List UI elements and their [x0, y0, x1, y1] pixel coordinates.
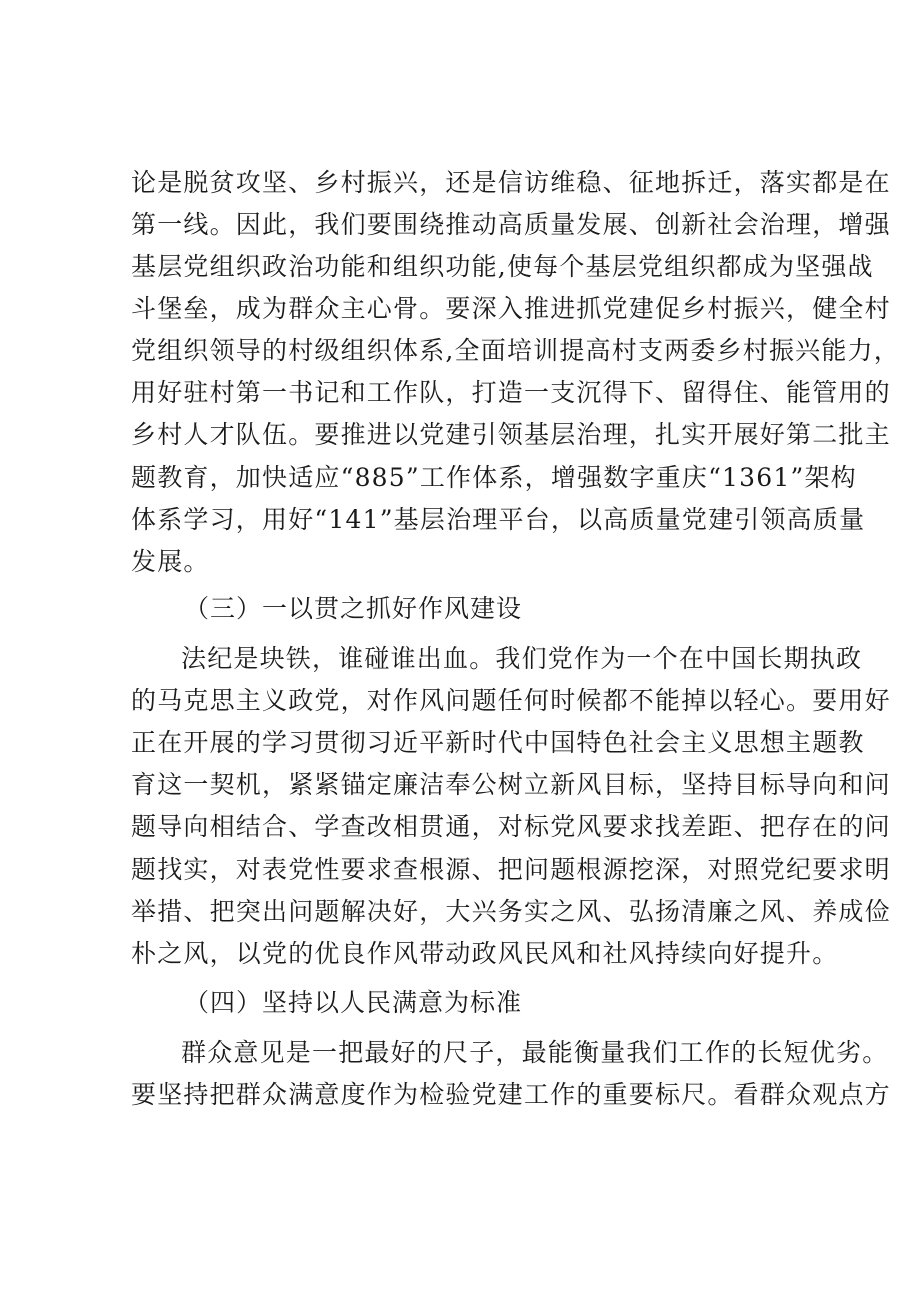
- paragraph-line: 党组织领导的村级组织体系,全面培训提高村支两委乡村振兴能力，: [131, 336, 900, 365]
- paragraph-line: 发展。: [131, 547, 210, 576]
- paragraph-line: 题教育，加快适应“885”工作体系，增强数字重庆“1361”架构: [131, 463, 857, 492]
- paragraph-line: 群众意见是一把最好的尺子，最能衡量我们工作的长短优劣。: [181, 1038, 889, 1067]
- paragraph-line: 要坚持把群众满意度作为检验党建工作的重要标尺。看群众观点方: [131, 1080, 891, 1109]
- paragraph-line: 法纪是块铁，谁碰谁出血。我们党作为一个在中国长期执政: [181, 644, 863, 673]
- section-heading: （四）坚持以人民满意为标准: [184, 988, 523, 1017]
- paragraph-line: 基层党组织政治功能和组织功能,使每个基层党组织都成为坚强战: [131, 252, 874, 281]
- paragraph-line: 用好驻村第一书记和工作队，打造一支沉得下、留得住、能管用的: [131, 378, 891, 407]
- paragraph-line: 正在开展的学习贯彻习近平新时代中国特色社会主义思想主题教: [131, 728, 865, 757]
- section-heading: （三）一以贯之抓好作风建设: [184, 594, 523, 623]
- paragraph-line: 朴之风，以党的优良作风带动政风民风和社风持续向好提升。: [131, 939, 839, 968]
- paragraph-line: 育这一契机，紧紧锚定廉洁奉公树立新风目标，坚持目标导向和问: [131, 770, 891, 799]
- paragraph-line: 乡村人才队伍。要推进以党建引领基层治理，扎实开展好第二批主: [131, 420, 891, 449]
- paragraph-line: 的马克思主义政党，对作风问题任何时候都不能掉以轻心。要用好: [131, 686, 891, 715]
- paragraph-line: 体系学习，用好“141”基层治理平台，以高质量党建引领高质量: [131, 505, 866, 534]
- paragraph-line: 第一线。因此，我们要围绕推动高质量发展、创新社会治理，增强: [131, 210, 891, 239]
- paragraph-line: 论是脱贫攻坚、乡村振兴，还是信访维稳、征地拆迁，落实都是在: [131, 168, 891, 197]
- paragraph-line: 举措、把突出问题解决好，大兴务实之风、弘扬清廉之风、养成俭: [131, 897, 891, 926]
- paragraph-line: 题找实，对表党性要求查根源、把问题根源挖深，对照党纪要求明: [131, 855, 891, 884]
- paragraph-line: 斗堡垒，成为群众主心骨。要深入推进抓党建促乡村振兴，健全村: [131, 294, 891, 323]
- paragraph-line: 题导向相结合、学查改相贯通，对标党风要求找差距、把存在的问: [131, 812, 891, 841]
